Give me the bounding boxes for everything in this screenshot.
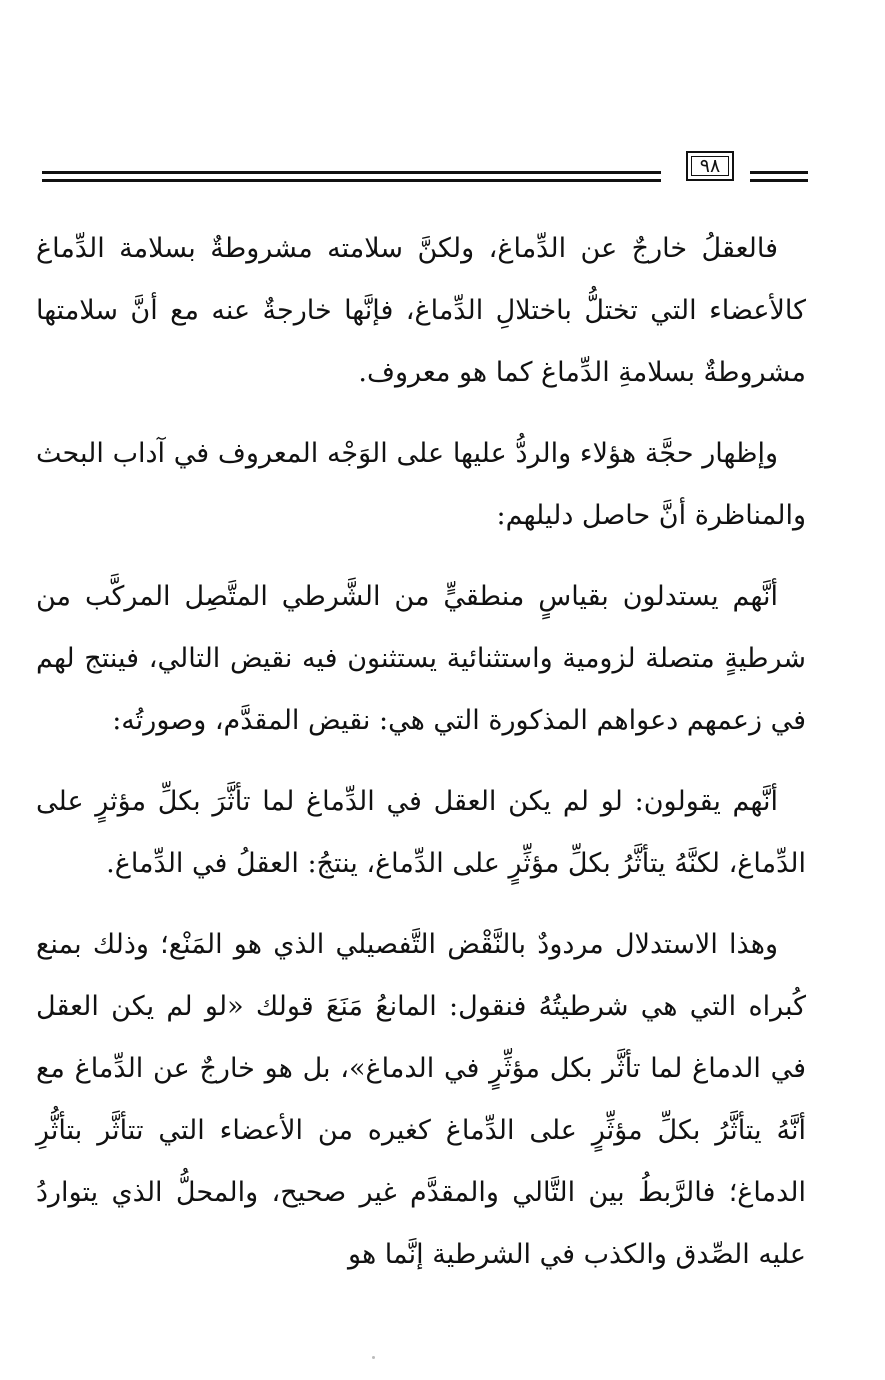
page-number-box [686,151,734,181]
scan-speck [372,1356,375,1359]
page-body [36,218,806,1305]
paragraph-3: أنَّهم يستدلون بقياسٍ منطقيٍّ من الشَّرطي المتَّصِل المركَّب من شرطيةٍ متصلة لزومية واستثنائية يستثنون فيه نقيض التالي، فينتج لهم في زعمهم دعواهم المذكورة التي هي: نقيض المقدَّم، وصورتُه: [36,581,806,736]
header-rule-top [42,171,661,174]
paragraph-4: أنَّهم يقولون: لو لم يكن العقل في الدِّماغ لما تأثَّرَ بكلِّ مؤثرٍ على الدِّماغ، لكنَّهُ يتأثَّرُ بكلِّ مؤثِّرٍ على الدِّماغ، ينتجُ: العقلُ في الدِّماغ. [36,786,806,879]
paragraph-1: فالعقلُ خارجٌ عن الدِّماغ، ولكنَّ سلامته مشروطةٌ بسلامة الدِّماغ كالأعضاء التي تختلُّ باختلالِ الدِّماغ، فإنَّها خارجةٌ عنه مع أنَّ سلامتها مشروطةٌ بسلامةِ الدِّماغ كما هو معروف. [36,233,806,388]
paragraph-5: وهذا الاستدلال مردودٌ بالنَّقْض التَّفصيلي الذي هو المَنْع؛ وذلك بمنع كُبراه التي هي شرطيتُهُ فنقول: المانعُ مَنَعَ قولك «لو لم يكن العقل في الدماغ لما تأثَّر بكل مؤثِّرٍ في الدماغ»، بل هو خارجٌ عن الدِّماغ مع أنَّهُ يتأثَّرُ بكلِّ مؤثِّرٍ على الدِّماغ كغيره من الأعضاء التي تتأثَّر بتأثُّرِ الدماغ؛ فالرَّبطُ بين التَّالي والمقدَّم غير صحيح، والمحلُّ الذي يتواردُ عليه الصِّدق والكذب في الشرطية إنَّما هو [36,929,806,1270]
page-header [42,151,808,187]
page-number: ٩٨ [699,155,721,177]
header-rule-short-top [750,171,808,174]
paragraph-2: وإظهار حجَّة هؤلاء والردُّ عليها على الوَجْه المعروف في آداب البحث والمناظرة أنَّ حاصل دليلهم: [36,438,806,531]
header-rule-short-bottom [750,179,808,182]
header-rule-bottom [42,179,661,182]
